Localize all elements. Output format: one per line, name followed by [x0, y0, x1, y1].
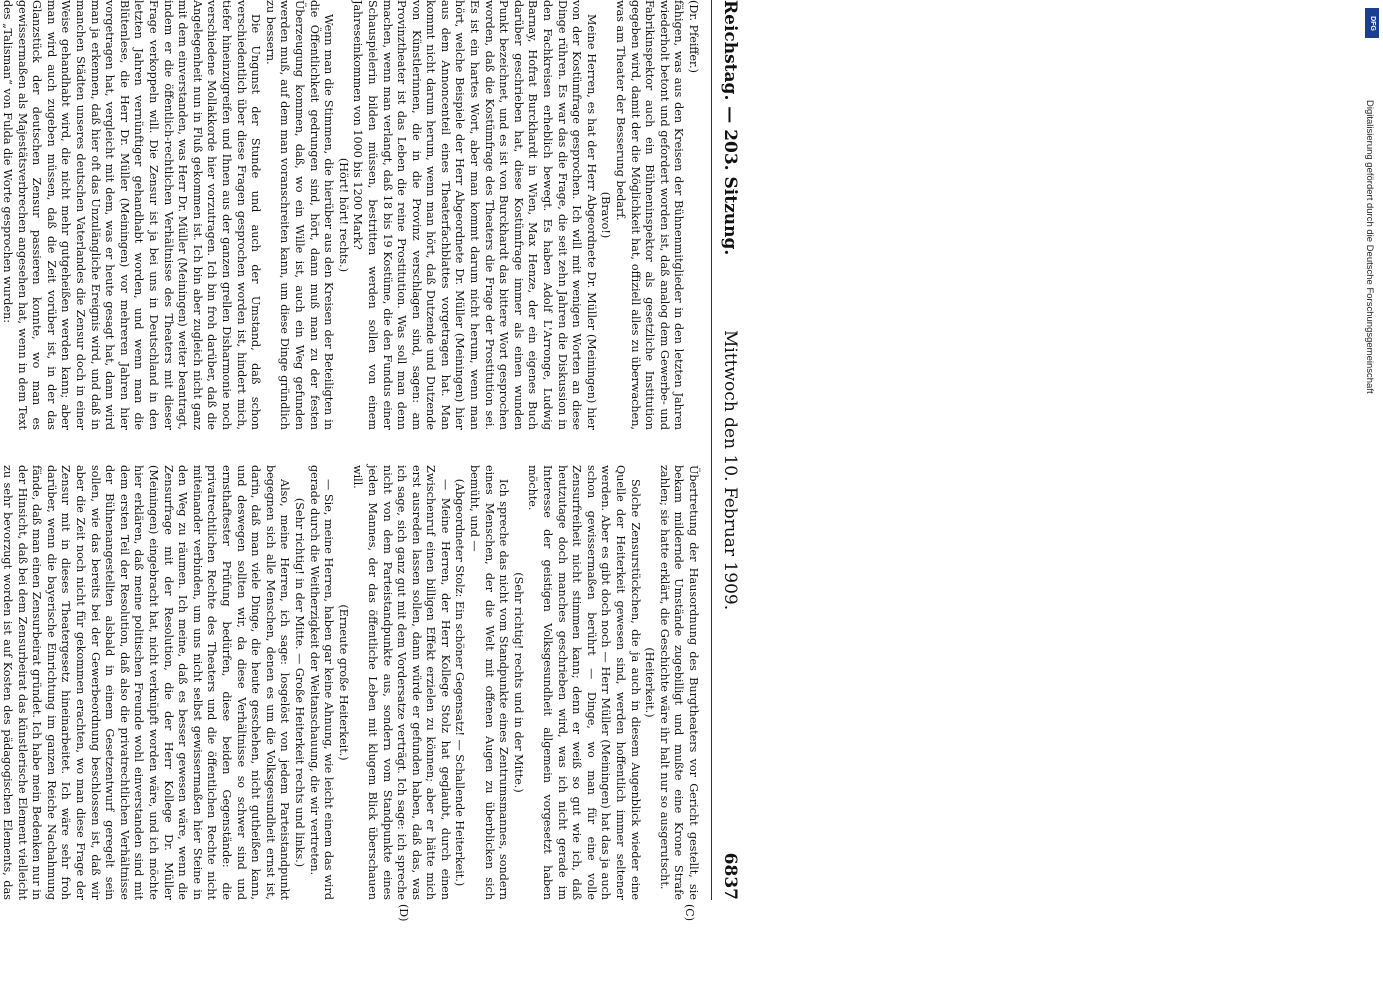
- reaction: (Bravo!): [599, 191, 613, 239]
- paragraph: Also, meine Herren, ich sage: losgelöst von jedem Parteistandpunkt begegnen sich alle Menschen, denen es um die Volksgesundheit ernst ist, darin, daß man viele Dinge, die heute geschehen, nicht gutheißen kann, und deswegen sollten wir, da diese Verhältnisse so schwer sind und ernsthaftester Prüfung bedürfen, diese beiden Gegenstände: die privatrechtlichen Rechte des Theaters und die öffentlichen Rechte nicht miteinander verbinden, um uns nicht selbst gewissermaßen hier Steine in den Weg zu räumen. Ich meine, daß es besser gewesen wäre, wenn die Zensurfrage mit der Resolution, die der Herr Kollege Dr. Müller (Meiningen) eingebracht hat, nicht verknüpft worden wäre, und ich möchte hier erklären, daß meine politischen Freunde wohl einverstanden sind mit dem ersten Teil der Resolution, daß also die privatrechtlichen Verhältnisse der Bühnenangestellten alsbald in einem Gesetzentwurf geregelt sein sollen, wie das bereits bei der Gewerbeordnung beschlossen ist, daß wir aber die Zeit noch nicht für gekommen erachten, wo man diese Frage der Zensur mit in dieses Theatergesetz hineinarbeitet. Ich wäre sehr froh darüber, wenn die bayerische Einrichtung im ganzen Reiche Nachahmung fände, daß man einen Zensurbeirat gründet. Ich habe mein Bedenken nur in der Hinsicht, daß bei dem Zensurbeirat das künstlerische Element vielleicht zu sehr bevorzugt worden ist auf Kosten des pädagogischen Elements, das: [1, 465, 292, 900]
- reaction: (Erneute große Heiterkeit.): [336, 604, 350, 761]
- margin-mark-d: (D): [397, 904, 410, 922]
- left-column: [1, 0, 700, 430]
- reaction: (Sehr richtig! in der Mitte. — Große Heiterkeit rechts und links.): [292, 497, 306, 868]
- paragraph: Meine Herren, es hat der Herr Abgeordnete Dr. Müller (Meiningen) hier von der Kostümfrage gesprochen. Ich will mit wenigen Worten an diese Dinge rühren. Es war das die Frage, die seit zehn Jahren die Diskussion in den Fachkreisen erheblich bewegt. Es haben Adolf L'Arronge, Ludwig Barnay, Hofrat Burckhardt in Wien, Max Henze, der ein eigenes Buch darüber geschrieben hat, diese Kostümfrage immer als einen wunden Punkt bezeichnet, und es ist von Burckhardt das bittere Wort gesprochen worden, daß die Kostümfrage des Theaters die Frage der Prostitution sei. Es ist ein hartes Wort, aber man kommt darum nicht herum, wenn man hört, welche Beispiele der Herr Abgeordnete Dr. Müller (Meiningen) hier aus dem Annoncenteil eines Theaterfachblattes vorgetragen hat. Man kommt nicht darum herum, wenn man hört, daß Dutzende und Dutzende von Künstlerinnen, die in die Provinz verschlagen sind, sagen: am Provinztheater ist das Leben die reine Prostitution. Was soll man denn machen, wenn man verlangt, daß 18 bis 19 Kostüme, die den Fundus einer Schauspielerin bilden müssen, bestritten werden sollen von einem Jahreseinkommen von 1000 bis 1200 Mark?: [351, 0, 598, 430]
- reaction: (Hört! hört! rechts.): [336, 157, 350, 273]
- dfg-logo: DFG: [1365, 8, 1379, 38]
- paragraph: Solche Zensurstückchen, die ja auch in diesem Augenblick wieder eine Quelle der Heiterkeit gewesen sind, werden hoffentlich immer seltener werden. Aber es gibt doch noch — Herr Müller (Meiningen) hat das ja auch schon gewissermaßen berührt — Dinge, wo man für eine volle Zensurfreiheit nicht stimmen kann; denn er weiß so gut wie ich, daß heutzutage doch manches geschrieben wird, was ich nicht gerade im Interesse der geistigen Volksgesundheit allgemein vorgesetzt haben möchte.: [526, 465, 642, 900]
- header-left: Reichstag. — 203. Sitzung.: [720, 0, 740, 256]
- speaker-label: (Dr. Pfeiffer.): [687, 0, 700, 74]
- page-header: [714, 0, 740, 900]
- page-number: 6837: [720, 852, 740, 900]
- reaction: (Heiterkeit.): [643, 647, 657, 718]
- paragraph: — Meine Herren, der Herr Kollege Stolz hat geglaubt, durch einen Zwischenruf einen billigen Effekt erzielen zu können; aber er hätte mich erst ausreden lassen sollen, dann würde er gefunden haben, daß das, was ich sage, sich ganz gut mit dem Vordersatze verträgt. Ich sage: ich spreche nicht von dem Parteistandpunkte aus, sondern vom Standpunkte eines jeden Mannes, der das öffentliche Leben mit klugem Blick überschauen will.: [351, 465, 452, 900]
- digitization-attribution: [1363, 12, 1377, 988]
- reaction: (Abgeordneter Stolz: Ein schöner Gegensatz! — Schallende Heiterkeit.): [453, 478, 467, 887]
- paragraph: Übertretung der Hausordnung des Burgtheaters vor Gericht gestellt, sie bekam mildernde Umstände zugebilligt und mußte eine Krone Strafe zahlen; sie hatte erklärt, die Geschichte wäre ihr halt nur so ausgerutscht.: [657, 465, 700, 900]
- attribution-text: Digitalisierung gefördert durch die Deutsche Forschungsgemeinschaft: [1364, 100, 1375, 394]
- rotated-page: [1, 0, 740, 922]
- paragraph: Ich spreche das nicht vom Standpunkte eines Zentrumsmannes, sondern eines Menschen, der die Welt mit offenen Augen zu überblicken sich bemüht, und —: [468, 465, 511, 900]
- header-rule: [711, 0, 712, 900]
- header-date: Mittwoch den 10. Februar 1909.: [720, 330, 740, 611]
- paragraph: — Sie, meine Herren, haben gar keine Ahnung, wie leicht einem das wird gerade durch die Weitherzigkeit der Weltanschauung, die wir vertreten.: [307, 465, 336, 900]
- reaction: (Sehr richtig! rechts und in der Mitte.): [511, 572, 525, 793]
- paragraph: Die Ungunst der Stunde und auch der Umstand, daß schon verschiedentlich über diese Fragen gesprochen worden ist, hindert mich, tiefer hineinzugreifen und Ihnen aus der ganzen grellen Disharmonie noch verschiedene Mollakkorde hier vorzutragen. Ich bin froh darüber, daß die Angelegenheit nun in Fluß gekommen ist. Ich bin aber zugleich nicht ganz mit dem einverstanden, was Herr Dr. Müller (Meiningen) weiter beantragt, indem er die öffentlich-rechtlichen Verhältnisse des Theaters mit dieser Frage verkoppeln will. Die Zensur ist ja bei uns in Deutschland in den letzten Jahren vernünftiger gehandhabt worden, und wenn man die Blütenlese, die Herr Dr. Müller (Meiningen) vor mehreren Jahren hier vorgetragen hat, vergleicht mit dem, was er heute gesagt hat, dann wird man ja erkennen, daß hier oft das Unzulängliche Ereignis wird, und daß in manchen Städten unseres deutschen Vaterlandes die Zensur doch in einer Weise gehandhabt wird, die nicht mehr gutgeheißen werden kann; aber man wird auch zugeben müssen, daß die Zeit vorüber ist, in der das Glanzstück der deutschen Zensur passieren konnte, wo man es gewissermaßen als Majestätsverbrechen angesehen hat, wenn in dem Text des „Talisman“ von Fulda die Worte gesprochen wurden:: [1, 0, 263, 430]
- right-column: [1, 465, 700, 900]
- paragraph: Wenn man die Stimmen, die hierüber aus den Kreisen der Beteiligten in die Öffentlichkeit gedrungen sind, hört, dann muß man zu der festen Überzeugung kommen, daß, wo ein Wille ist, auch ein Weg gefunden werden muß, auf dem man voranschreiten kann, um diese Dinge gründlich zu bessern.: [263, 0, 336, 430]
- margin-mark-c: (C): [683, 904, 696, 921]
- paragraph: fähigen, was aus den Kreisen der Bühnenmitglieder in den letzten Jahren wiederholt betont und gefordert worden ist, daß analog dem Gewerbe- und Fabrikinspektor auch ein Bühneninspektor als gesetzliche Institution gegeben wird, damit der die Möglichkeit hat, offiziell alles zu überwachen, was am Theater der Besserung bedarf.: [614, 0, 686, 430]
